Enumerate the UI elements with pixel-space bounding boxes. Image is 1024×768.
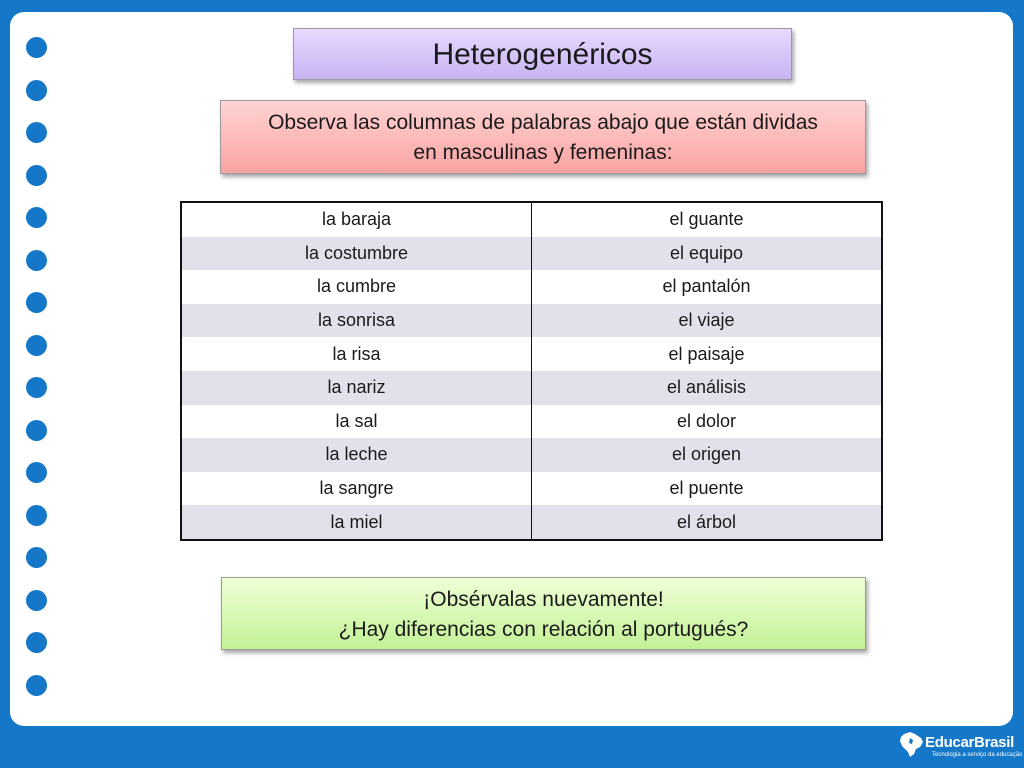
ring-dot [26, 590, 47, 611]
instruction-line-2: en masculinas y femeninas: [413, 141, 673, 164]
masculine-word: el puente [532, 472, 883, 506]
ring-dot [26, 250, 47, 271]
logo-name: EducarBrasil [925, 734, 1014, 751]
logo-tagline: Tecnologia a serviço da educação [932, 752, 1023, 758]
table-row [181, 505, 882, 540]
instruction-line-1: Observa las columnas de palabras abajo que están dividas [268, 111, 818, 134]
masculine-word: el origen [532, 438, 883, 472]
feminine-word: la baraja [181, 202, 532, 237]
ring-dot [26, 165, 47, 186]
feminine-word: la sonrisa [181, 304, 532, 338]
feminine-word: la nariz [181, 371, 532, 405]
table-row [181, 202, 882, 237]
feminine-word: la sal [181, 405, 532, 439]
ring-dot [26, 675, 47, 696]
brazil-map-icon [898, 730, 924, 758]
question-line-1: ¡Obsérvalas nuevamente! [423, 588, 664, 611]
ring-dot [26, 80, 47, 101]
feminine-word: la miel [181, 505, 532, 540]
slide-title: Heterogenéricos [293, 28, 792, 80]
masculine-word: el árbol [532, 505, 883, 540]
ring-dot [26, 632, 47, 653]
table-row [181, 270, 882, 304]
words-table [180, 201, 883, 541]
masculine-word: el guante [532, 202, 883, 237]
table-row [181, 304, 882, 338]
question-box [221, 577, 866, 650]
feminine-word: la sangre [181, 472, 532, 506]
masculine-word: el pantalón [532, 270, 883, 304]
ring-dot [26, 122, 47, 143]
ring-dot [26, 292, 47, 313]
table-row [181, 405, 882, 439]
table-row [181, 472, 882, 506]
ring-dot [26, 547, 47, 568]
masculine-word: el viaje [532, 304, 883, 338]
table-row [181, 337, 882, 371]
ring-dot [26, 207, 47, 228]
feminine-word: la cumbre [181, 270, 532, 304]
feminine-word: la risa [181, 337, 532, 371]
ring-dot [26, 37, 47, 58]
ring-dot [26, 505, 47, 526]
table-row [181, 371, 882, 405]
masculine-word: el equipo [532, 237, 883, 271]
ring-dot [26, 377, 47, 398]
ring-dot [26, 420, 47, 441]
ring-dot [26, 335, 47, 356]
feminine-word: la costumbre [181, 237, 532, 271]
instruction-box [220, 100, 866, 174]
table-row [181, 237, 882, 271]
table-row [181, 438, 882, 472]
educarbrasil-logo [898, 730, 1023, 764]
ring-dot [26, 462, 47, 483]
masculine-word: el paisaje [532, 337, 883, 371]
masculine-word: el análisis [532, 371, 883, 405]
question-line-2: ¿Hay diferencias con relación al portugués? [338, 618, 749, 641]
masculine-word: el dolor [532, 405, 883, 439]
feminine-word: la leche [181, 438, 532, 472]
